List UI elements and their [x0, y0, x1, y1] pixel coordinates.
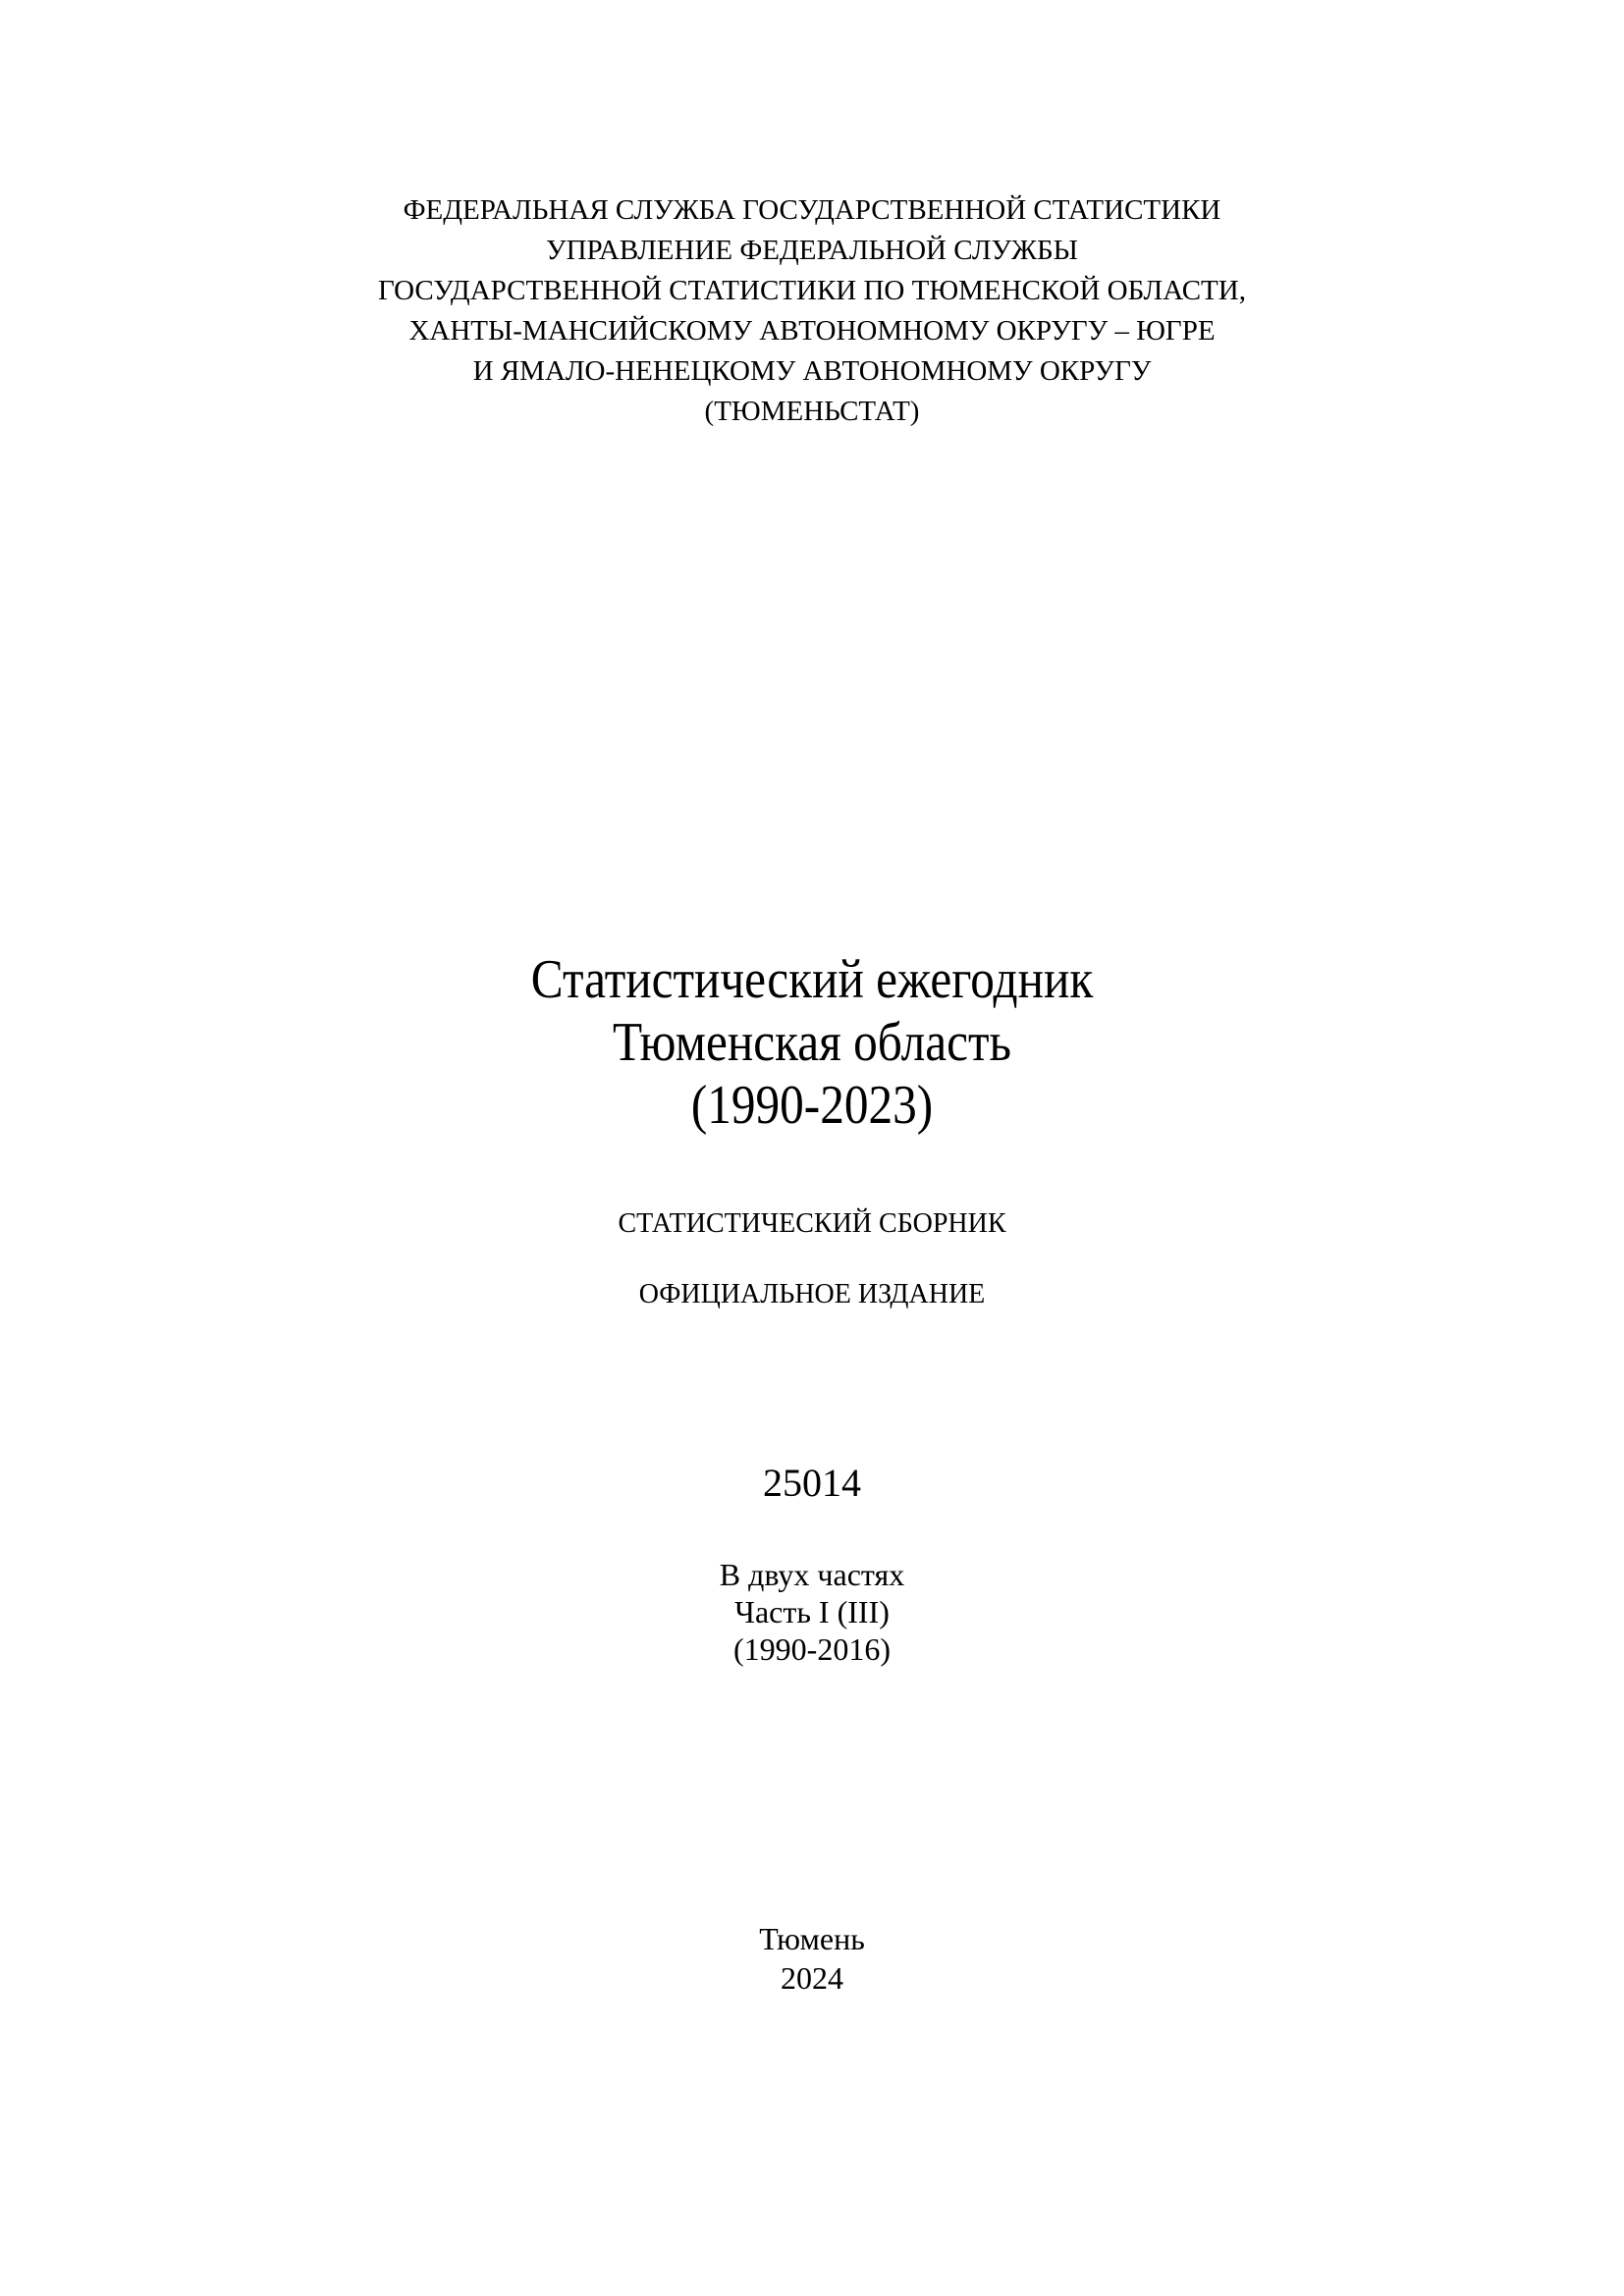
imprint-year: 2024 — [781, 1960, 843, 1996]
publication-type-text: СТАТИСТИЧЕСКИЙ СБОРНИК — [618, 1208, 1006, 1239]
header-line: ХАНТЫ-МАНСИЙСКОМУ АВТОНОМНОМУ ОКРУГУ – ЮГРЕ — [408, 315, 1216, 347]
publisher-header — [0, 190, 1624, 432]
title-line: (1990-2023) — [690, 1075, 934, 1136]
catalog-number — [0, 1459, 1624, 1508]
title-line: Статистический ежегодник — [530, 949, 1094, 1010]
edition-label — [0, 1277, 1624, 1312]
part-period: (1990-2016) — [733, 1631, 891, 1667]
imprint-city: Тюмень — [759, 1921, 865, 1956]
header-line: (ТЮМЕНЬСТАТ) — [704, 396, 920, 427]
header-line: ГОСУДАРСТВЕННОЙ СТАТИСТИКИ ПО ТЮМЕНСКОЙ ОБЛАСТИ, — [378, 275, 1246, 306]
parts-info — [0, 1556, 1624, 1668]
parts-count: В двух частях — [719, 1557, 905, 1592]
current-part: Часть I (III) — [734, 1594, 890, 1629]
catalog-number-text: 25014 — [763, 1461, 861, 1505]
imprint — [0, 1919, 1624, 1998]
edition-label-text: ОФИЦИАЛЬНОЕ ИЗДАНИЕ — [638, 1279, 986, 1309]
header-line: УПРАВЛЕНИЕ ФЕДЕРАЛЬНОЙ СЛУЖБЫ — [546, 235, 1078, 266]
document-title — [97, 948, 1527, 1137]
title-line: Тюменская область — [612, 1012, 1012, 1073]
header-line: И ЯМАЛО-НЕНЕЦКОМУ АВТОНОМНОМУ ОКРУГУ — [472, 355, 1152, 387]
header-line: ФЕДЕРАЛЬНАЯ СЛУЖБА ГОСУДАРСТВЕННОЙ СТАТИСТИКИ — [403, 194, 1221, 226]
publication-type — [0, 1206, 1624, 1242]
